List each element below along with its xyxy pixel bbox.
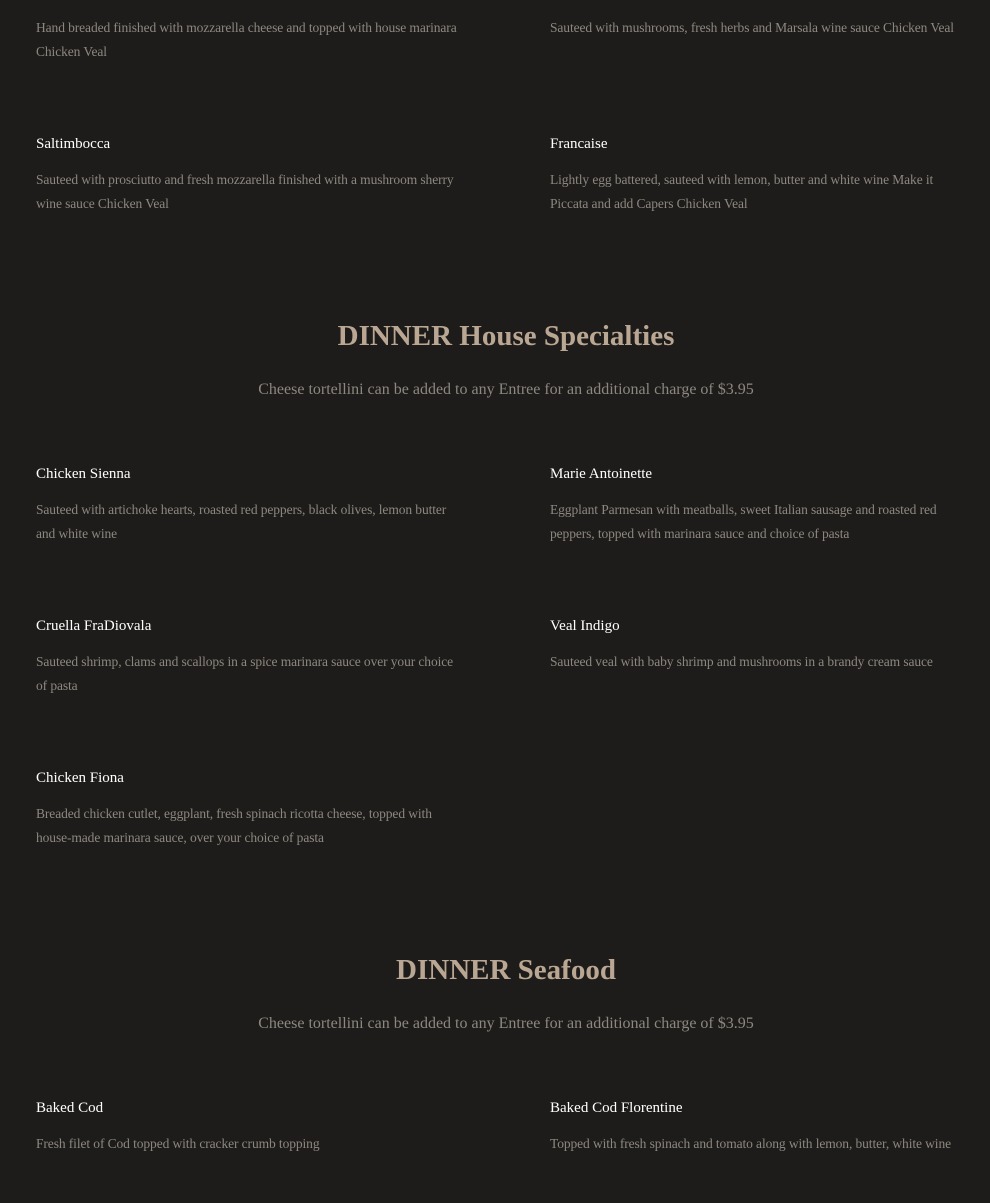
menu-item-veal-indigo [550, 616, 968, 674]
menu-item-name: Chicken Fiona [36, 770, 124, 786]
menu-item-chicken-fiona [36, 768, 466, 850]
menu-item-description: Sauteed with artichoke hearts, roasted red peppers, black olives, lemon butter and white wine [36, 502, 447, 541]
section-title-seafood: DINNER Seafood [396, 954, 616, 986]
menu-item-name: Baked Cod Florentine [550, 1100, 683, 1116]
section-title-house-specialties: DINNER House Specialties [337, 320, 675, 352]
menu-item-description: Fresh filet of Cod topped with cracker crumb topping [36, 1136, 320, 1151]
menu-item-description: Sauteed with mushrooms, fresh herbs and Marsala wine sauce Chicken Veal [550, 20, 954, 35]
menu-item-saltimbocca [36, 134, 466, 216]
menu-item-name: Marie Antoinette [550, 466, 653, 482]
menu-item-name: Baked Cod [36, 1100, 104, 1116]
menu-item-baked-cod-florentine [550, 1098, 968, 1156]
menu-item-chicken-sienna [36, 464, 466, 546]
menu-item-baked-cod [36, 1098, 466, 1156]
section-note-house-specialties: Cheese tortellini can be added to any Entree for an additional charge of $3.95 [258, 381, 754, 398]
menu-item-name: Saltimbocca [36, 136, 111, 152]
menu-item-marie-antoinette [550, 464, 968, 546]
menu-item-top-left [36, 16, 466, 64]
menu-item-description: Eggplant Parmesan with meatballs, sweet Italian sausage and roasted red peppers, topped with marinara sauce and choice of pasta [550, 502, 937, 541]
menu-item-francaise [550, 134, 968, 216]
menu-item-name: Veal Indigo [550, 618, 620, 634]
menu-item-cruella-fradiovala [36, 616, 466, 698]
menu-item-description: Hand breaded finished with mozzarella cheese and topped with house marinara Chicken Veal [36, 20, 457, 59]
menu-item-name: Francaise [550, 136, 608, 152]
menu-item-description: Sauteed veal with baby shrimp and mushrooms in a brandy cream sauce [550, 654, 933, 669]
menu-item-description: Sauteed with prosciutto and fresh mozzarella finished with a mushroom sherry wine sauce Chicken Veal [36, 172, 454, 211]
menu-item-description: Topped with fresh spinach and tomato along with lemon, butter, white wine [550, 1136, 952, 1151]
menu-item-name: Cruella FraDiovala [36, 618, 152, 634]
menu-item-top-right [550, 16, 968, 40]
section-note-seafood: Cheese tortellini can be added to any Entree for an additional charge of $3.95 [258, 1015, 754, 1032]
menu-item-description: Lightly egg battered, sauteed with lemon, butter and white wine Make it Piccata and add Capers Chicken Veal [550, 172, 934, 211]
menu-item-name: Chicken Sienna [36, 466, 131, 482]
menu-item-description: Breaded chicken cutlet, eggplant, fresh spinach ricotta cheese, topped with house-made marinara sauce, over your choice of pasta [36, 806, 432, 845]
menu-item-description: Sauteed shrimp, clams and scallops in a spice marinara sauce over your choice of pasta [36, 654, 454, 693]
